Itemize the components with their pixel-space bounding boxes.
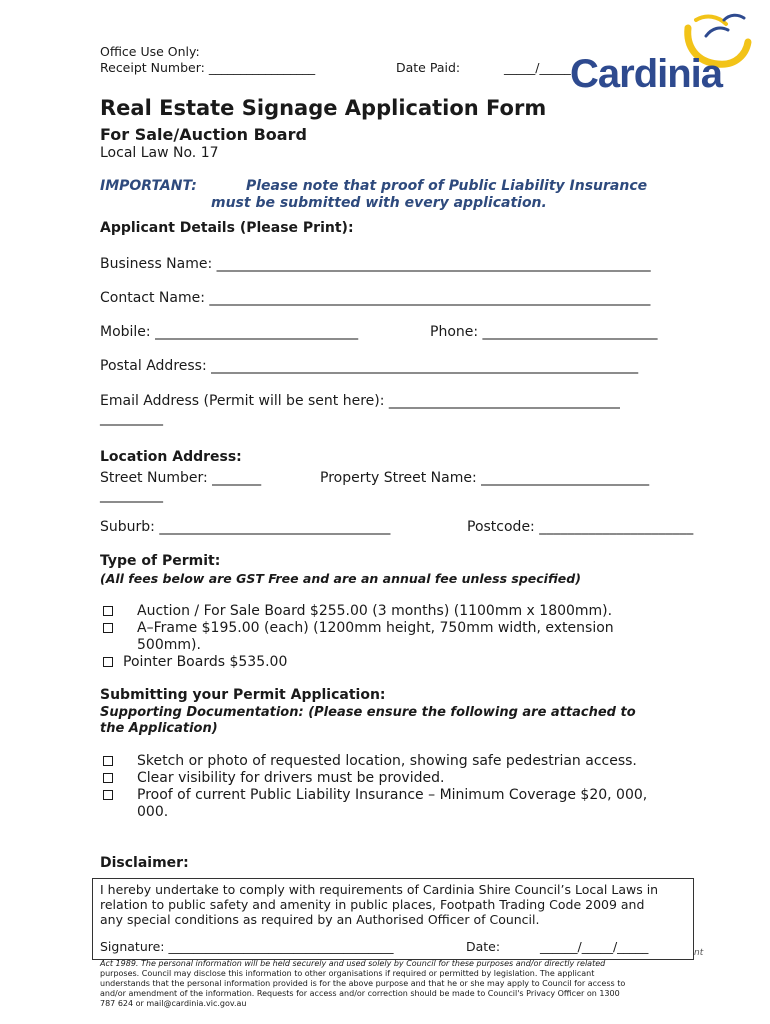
visibility-checkbox[interactable]: [103, 773, 113, 783]
disclaimer-date-field[interactable]: ______/_____/_____: [540, 939, 649, 954]
email-field-continued[interactable]: _________: [100, 410, 163, 426]
street-number-field[interactable]: Street Number: _______: [100, 470, 262, 486]
supporting-docs-line-1: Supporting Documentation: (Please ensure the following are attached to: [100, 705, 636, 720]
email-field[interactable]: Email Address (Permit will be sent here): _________________________________: [100, 393, 620, 409]
street-name-field[interactable]: Property Street Name: ________________________: [320, 470, 650, 486]
business-name-field[interactable]: Business Name: ______________________________________________________________: [100, 256, 651, 272]
receipt-number-field[interactable]: Receipt Number: _________________: [100, 60, 316, 75]
disclaimer-line-2: relation to public safety and amenity in public places, Footpath Trading Code 2009 and: [100, 897, 645, 912]
disclaimer-date-label: Date:: [466, 939, 501, 954]
page-title: Real Estate Signage Application Form: [100, 96, 547, 120]
permit-option-a-frame-cont: 500mm).: [137, 637, 201, 653]
permit-option-pointer: Pointer Boards $535.00: [123, 654, 288, 670]
mobile-field[interactable]: Mobile: _____________________________: [100, 324, 359, 340]
signature-field[interactable]: Signature: ____________________________________: [100, 939, 394, 954]
submitting-heading: Submitting your Permit Application:: [100, 687, 386, 703]
date-paid-field[interactable]: _____/_____: [504, 60, 571, 75]
sketch-checkbox[interactable]: [103, 756, 113, 766]
pointer-boards-checkbox[interactable]: [103, 657, 113, 667]
location-heading: Location Address:: [100, 449, 242, 465]
office-use-label: Office Use Only:: [100, 44, 200, 59]
cardinia-logo: [568, 6, 758, 98]
postcode-field[interactable]: Postcode: ______________________: [467, 519, 694, 535]
important-line-1: Please note that proof of Public Liability Insurance: [246, 178, 648, 194]
privacy-line-1: Act 1989. The personal information will be held securely and used solely by Council for these purposes and/or directly related: [100, 959, 606, 968]
applicant-heading: Applicant Details (Please Print):: [100, 220, 354, 236]
phone-field[interactable]: Phone: _________________________: [430, 324, 658, 340]
suburb-field[interactable]: Suburb: _________________________________: [100, 519, 391, 535]
insurance-checkbox[interactable]: [103, 790, 113, 800]
doc-item-insurance: Proof of current Public Liability Insurance – Minimum Coverage $20, 000,: [137, 787, 648, 803]
date-paid-label: Date Paid:: [396, 60, 461, 75]
permit-option-auction: Auction / For Sale Board $255.00 (3 months) (1100mm x 1800mm).: [137, 603, 613, 619]
permit-heading: Type of Permit:: [100, 553, 221, 569]
disclaimer-heading: Disclaimer:: [100, 855, 189, 871]
logo-text: Cardinia: [570, 52, 723, 96]
clipped-text: nt: [694, 948, 704, 958]
page-subtitle: For Sale/Auction Board: [100, 125, 307, 144]
doc-item-visibility: Clear visibility for drivers must be provided.: [137, 770, 445, 786]
privacy-line-4: and/or amendment of the information. Requests for access and/or correction should be made to Council's Privacy Officer on 1300: [100, 989, 620, 998]
permit-option-a-frame: A–Frame $195.00 (each) (1200mm height, 750mm width, extension: [137, 620, 614, 636]
privacy-line-3: understands that the personal information provided is for the above purpose and that he or she may apply to Council for access to: [100, 979, 626, 988]
disclaimer-line-1: I hereby undertake to comply with requirements of Cardinia Shire Council’s Local Laws in: [100, 882, 659, 897]
supporting-docs-line-2: the Application): [100, 721, 218, 736]
privacy-line-2: purposes. Council may disclose this information to other organisations if required or permitted by legislation. The applicant: [100, 969, 595, 978]
local-law: Local Law No. 17: [100, 145, 219, 161]
privacy-line-5: 787 624 or mail@cardinia.vic.gov.au: [100, 999, 247, 1008]
doc-item-insurance-cont: 000.: [137, 804, 169, 820]
important-label: IMPORTANT:: [100, 178, 197, 194]
important-line-2: must be submitted with every application.: [211, 195, 547, 211]
a-frame-checkbox[interactable]: [103, 623, 113, 633]
contact-name-field[interactable]: Contact Name: _______________________________________________________________: [100, 290, 651, 306]
permit-note: (All fees below are GST Free and are an annual fee unless specified): [100, 571, 581, 586]
street-name-continued[interactable]: _________: [100, 487, 163, 503]
auction-board-checkbox[interactable]: [103, 606, 113, 616]
disclaimer-line-3: any special conditions as required by an Authorised Officer of Council.: [100, 912, 540, 927]
doc-item-sketch: Sketch or photo of requested location, showing safe pedestrian access.: [137, 753, 637, 769]
postal-address-field[interactable]: Postal Address: _____________________________________________________________: [100, 358, 639, 374]
